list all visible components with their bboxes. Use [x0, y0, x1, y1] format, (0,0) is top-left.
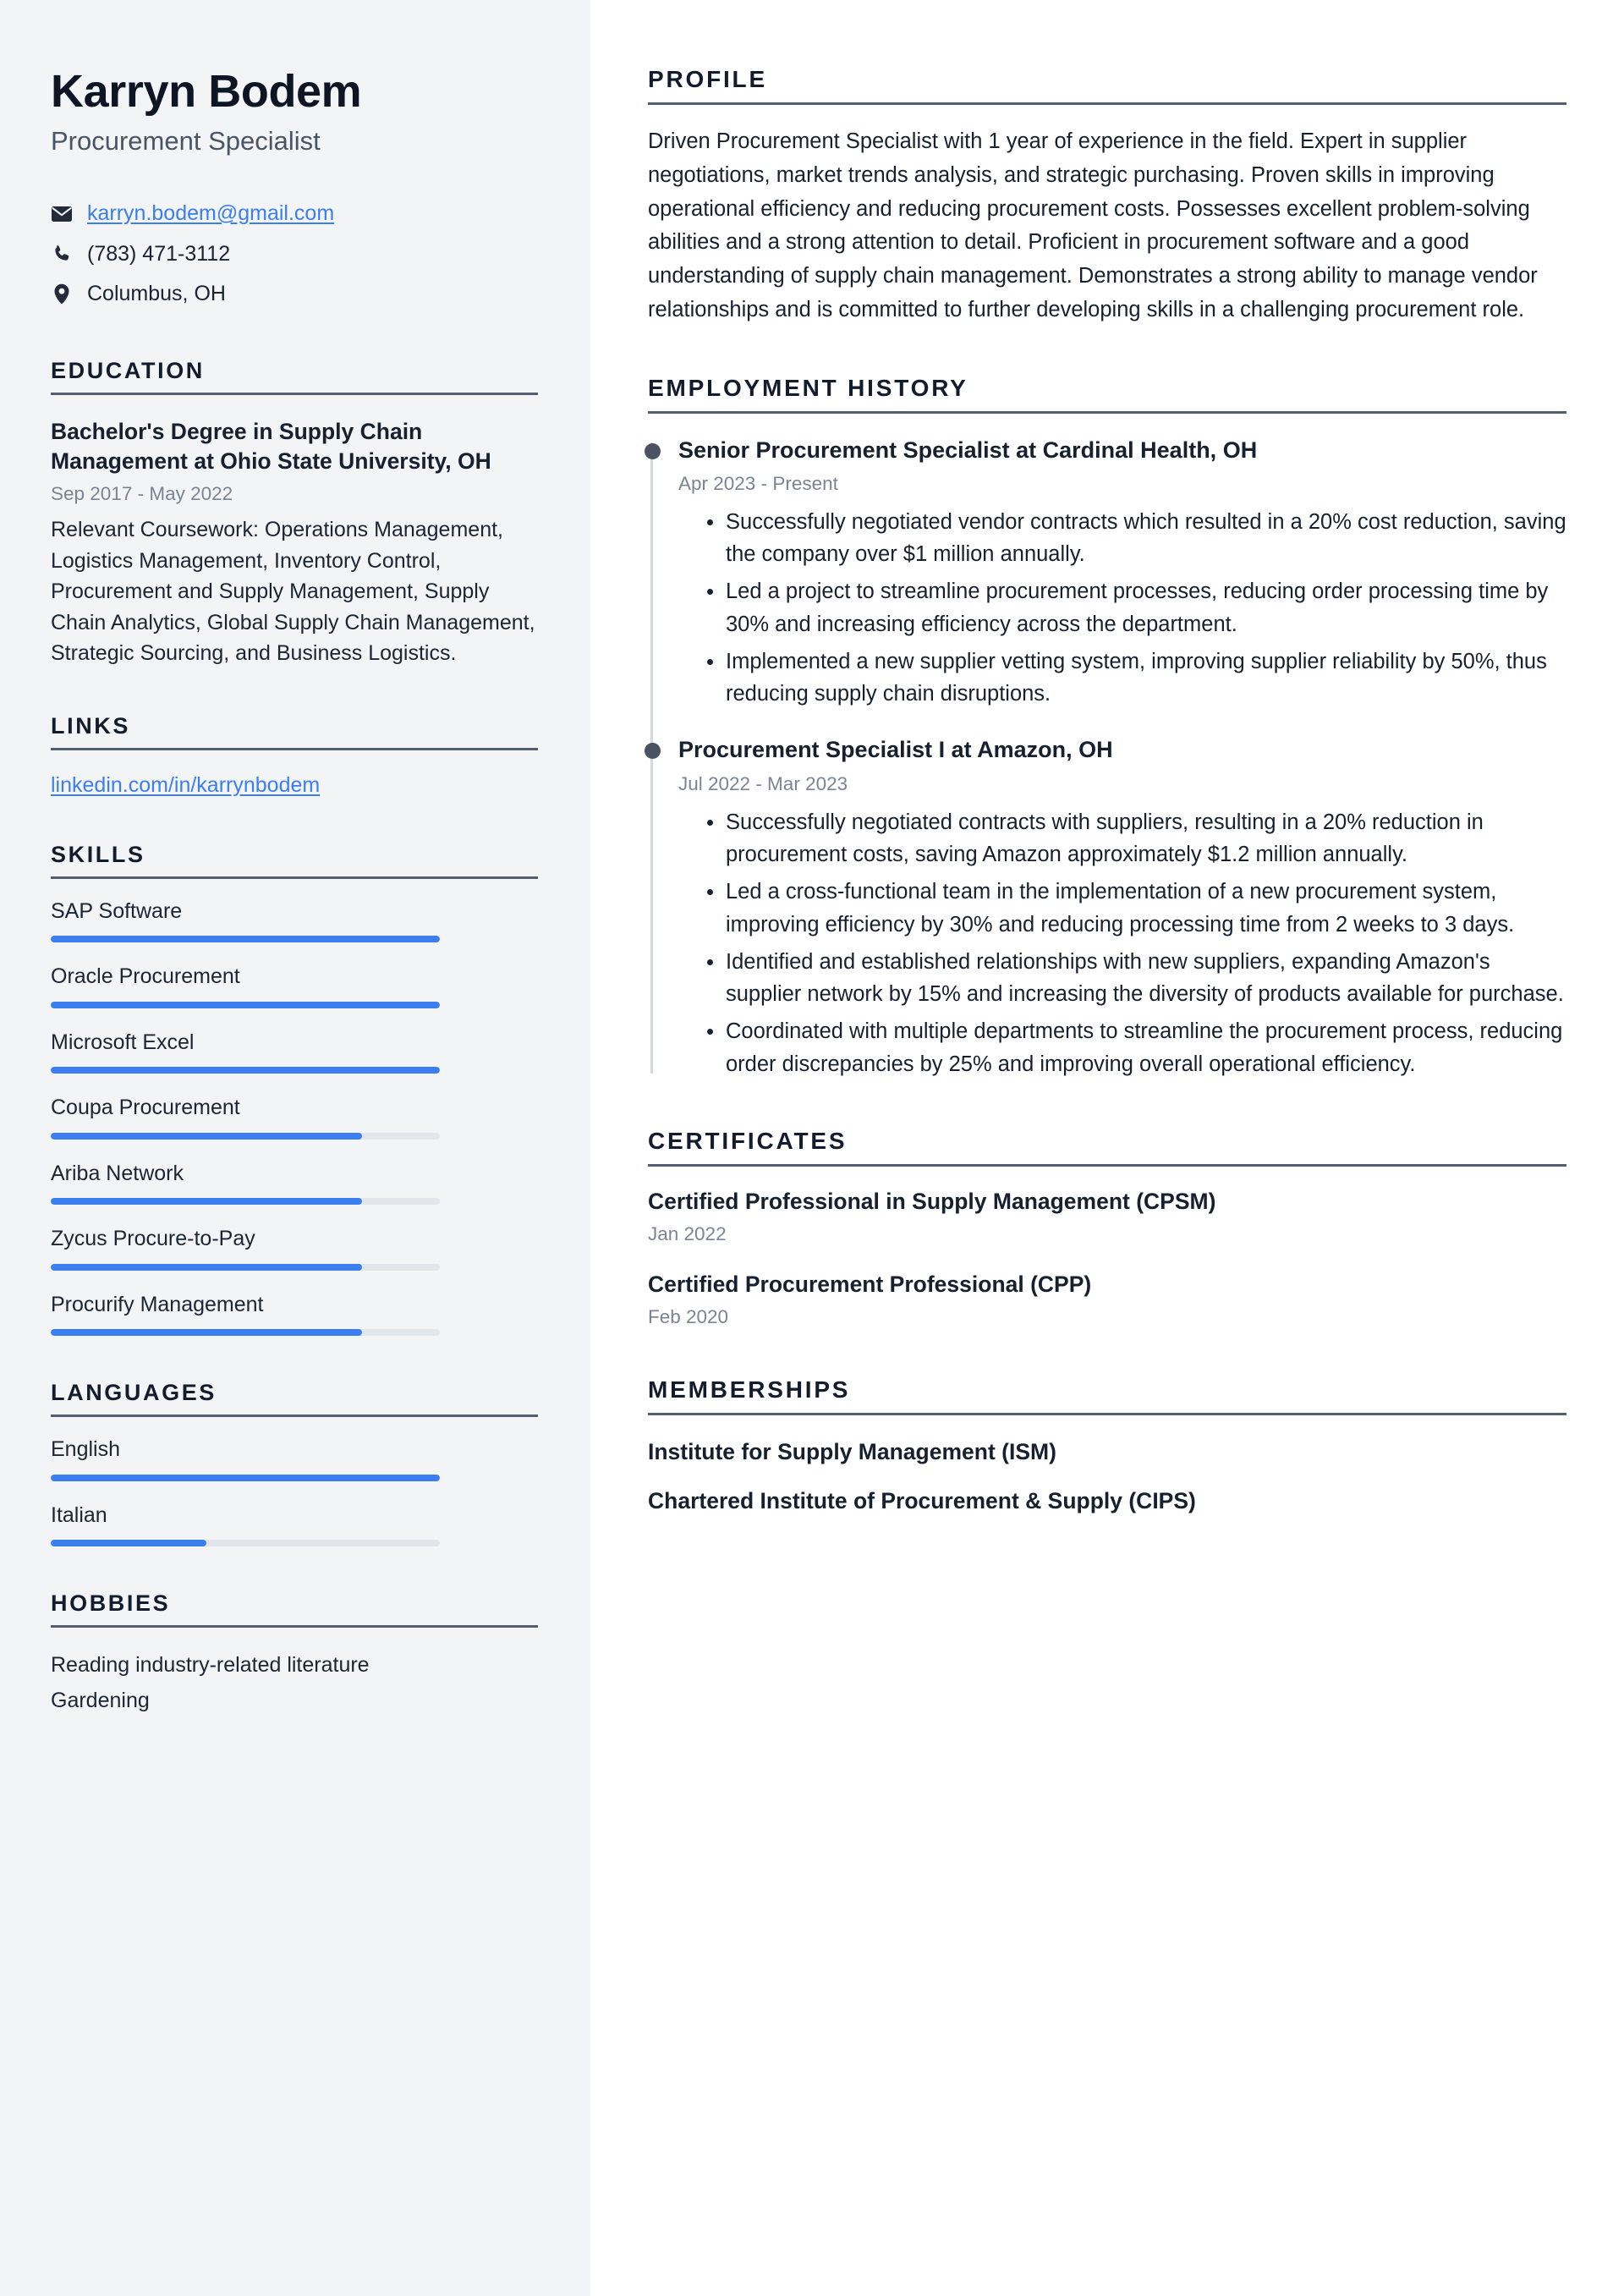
education-dates: Sep 2017 - May 2022: [51, 482, 233, 504]
language-item: [51, 1502, 538, 1547]
section-heading-hobbies: HOBBIES: [51, 1590, 171, 1617]
skill-level-fill: [51, 1067, 440, 1074]
envelope-icon: [51, 206, 73, 222]
language-level-bar: [51, 1475, 440, 1481]
certificate-entry: [648, 1187, 1566, 1246]
section-heading-education: EDUCATION: [51, 358, 205, 384]
main-column: [590, 0, 1624, 2296]
skill-label: SAP Software: [51, 898, 183, 923]
section-rule: [51, 1414, 538, 1417]
education-degree: Bachelor's Degree in Supply Chain Management at Ohio State University, OH: [51, 419, 491, 474]
timeline-dot-icon: [645, 743, 661, 759]
certificates-list: [648, 1187, 1566, 1329]
skill-item: [51, 1029, 538, 1074]
contact-item-phone: [51, 240, 538, 269]
phone-icon: [51, 244, 73, 264]
employment-bullets: [678, 806, 1566, 1080]
sidebar-section-hobbies: [51, 1590, 538, 1718]
certificate-entry: [648, 1270, 1566, 1329]
skill-item: [51, 963, 538, 1008]
membership-item: Institute for Supply Management (ISM): [648, 1439, 1056, 1465]
employment-bullet: Successfully negotiated vendor contracts which resulted in a 20% cost reduction, saving the company over $1 million annually.: [707, 506, 1566, 571]
employment-role: Senior Procurement Specialist at Cardinal Health, OH: [678, 437, 1258, 463]
language-label: English: [51, 1437, 120, 1462]
hobby-item: Gardening: [51, 1688, 150, 1712]
section-heading-employment: EMPLOYMENT HISTORY: [648, 374, 968, 401]
contact-list: [51, 200, 538, 309]
section-rule: [51, 748, 538, 750]
skill-item: [51, 1094, 538, 1140]
skill-level-fill: [51, 1264, 362, 1271]
section-rule: [648, 1164, 1566, 1167]
profile-text: Driven Procurement Specialist with 1 year of experience in the field. Expert in supplier negotiations, market trends analysis, and strategic purchasing. Proven skills in improving operational efficiency and reducing procurement costs. Possesses excellent problem-solving abilities and a strong attention to detail. Proficient in procurement software and a good understanding of supply chain management. Demonstrates a strong ability to manage vendor relationships and is committed to further developing skills in a challenging procurement role.: [648, 129, 1538, 321]
employment-entry: [678, 735, 1566, 1079]
employment-bullet: Led a cross-functional team in the implementation of a new procurement system, improving efficiency by 30% and reducing processing time from 2 weeks to 3 days.: [707, 876, 1566, 941]
section-certificates: [648, 1128, 1566, 1329]
section-memberships: [648, 1376, 1566, 1516]
section-rule: [648, 102, 1566, 105]
candidate-name: Karryn Bodem: [51, 66, 362, 117]
skill-level-fill: [51, 1198, 362, 1205]
timeline-dot-icon: [645, 443, 661, 459]
section-heading-languages: LANGUAGES: [51, 1380, 217, 1406]
language-level-bar: [51, 1540, 440, 1546]
skill-level-fill: [51, 1133, 362, 1140]
skill-label: Zycus Procure-to-Pay: [51, 1227, 255, 1251]
contact-item-email[interactable]: [51, 200, 538, 228]
linkedin-link[interactable]: linkedin.com/in/karrynbodem: [51, 772, 321, 797]
sidebar-section-skills: [51, 842, 538, 1337]
sidebar-section-links: [51, 713, 538, 798]
hobby-item: Reading industry-related literature: [51, 1653, 370, 1678]
skill-item: [51, 1291, 538, 1337]
skill-label: Microsoft Excel: [51, 1030, 195, 1054]
section-heading-certificates: CERTIFICATES: [648, 1127, 848, 1154]
employment-bullets: [678, 506, 1566, 711]
skills-list: [51, 898, 538, 1337]
skill-label: Coupa Procurement: [51, 1096, 240, 1120]
sidebar: [0, 0, 590, 2296]
email-link[interactable]: karryn.bodem@gmail.com: [87, 200, 335, 225]
section-rule: [648, 1413, 1566, 1415]
section-profile: [648, 66, 1566, 327]
employment-role: Procurement Specialist I at Amazon, OH: [678, 737, 1113, 763]
education-entry: [51, 417, 538, 669]
employment-bullet: Implemented a new supplier vetting system, improving supplier reliability by 50%, thus reducing supply chain disruptions.: [707, 645, 1566, 711]
employment-dates: Jul 2022 - Mar 2023: [678, 772, 848, 794]
skill-label: Ariba Network: [51, 1161, 184, 1185]
education-description: Relevant Coursework: Operations Management, Logistics Management, Inventory Control, Procurement and Supply Management, Supply Chain Analytics, Global Supply Chain Management, Strategic Sourcing, and Business Logistics.: [51, 518, 535, 666]
language-label: Italian: [51, 1502, 107, 1527]
section-heading-links: LINKS: [51, 712, 130, 739]
section-heading-skills: SKILLS: [51, 841, 145, 867]
skill-level-fill: [51, 936, 440, 942]
sidebar-section-education: [51, 358, 538, 669]
skill-level-bar: [51, 936, 440, 942]
skill-level-bar: [51, 1133, 440, 1140]
candidate-job-title: Procurement Specialist: [51, 126, 321, 157]
section-rule: [51, 393, 538, 395]
location-pin-icon: [51, 283, 73, 305]
section-heading-profile: PROFILE: [648, 66, 767, 92]
hobbies-list: [51, 1648, 538, 1718]
certificate-date: Feb 2020: [648, 1305, 729, 1327]
language-level-fill: [51, 1475, 440, 1481]
certificate-title: Certified Professional in Supply Management (CPSM): [648, 1188, 1216, 1214]
employment-bullet: Identified and established relationships with new suppliers, expanding Amazon's supplier network by 15% and increasing the diversity of products available for purchase.: [707, 946, 1566, 1011]
skill-level-bar: [51, 1198, 440, 1205]
skill-level-bar: [51, 1002, 440, 1008]
section-rule: [51, 1625, 538, 1628]
link-item[interactable]: [51, 773, 538, 798]
section-employment-history: [648, 375, 1566, 1080]
sidebar-section-languages: [51, 1380, 538, 1546]
skill-level-fill: [51, 1002, 440, 1008]
memberships-list: [648, 1437, 1566, 1516]
skill-level-bar: [51, 1067, 440, 1074]
location-text: Columbus, OH: [87, 282, 226, 306]
skill-level-bar: [51, 1329, 440, 1336]
language-item: [51, 1436, 538, 1481]
skill-level-bar: [51, 1264, 440, 1271]
employment-dates: Apr 2023 - Present: [678, 472, 838, 494]
membership-item: Chartered Institute of Procurement & Supply (CIPS): [648, 1488, 1196, 1514]
employment-bullet: Successfully negotiated contracts with suppliers, resulting in a 20% reduction in procurement costs, saving Amazon approximately $1.2 million annually.: [707, 806, 1566, 871]
section-heading-memberships: MEMBERSHIPS: [648, 1376, 851, 1403]
languages-list: [51, 1436, 538, 1546]
skill-item: [51, 1225, 538, 1271]
certificate-title: Certified Procurement Professional (CPP): [648, 1272, 1092, 1297]
section-rule: [51, 876, 538, 879]
skill-item: [51, 898, 538, 943]
employment-entry: [678, 436, 1566, 711]
employment-timeline: [648, 436, 1566, 1080]
employment-bullet: Coordinated with multiple departments to streamline the procurement process, reducing order discrepancies by 25% and improving overall operational efficiency.: [707, 1015, 1566, 1080]
phone-text: (783) 471-3112: [87, 241, 231, 266]
skill-label: Procurify Management: [51, 1292, 264, 1316]
skill-item: [51, 1160, 538, 1206]
skill-level-fill: [51, 1329, 362, 1336]
skill-label: Oracle Procurement: [51, 964, 240, 989]
section-rule: [648, 411, 1566, 414]
language-level-fill: [51, 1540, 206, 1546]
certificate-date: Jan 2022: [648, 1222, 727, 1244]
contact-item-location: [51, 280, 538, 309]
employment-bullet: Led a project to streamline procurement processes, reducing order processing time by 30% and increasing efficiency across the department.: [707, 575, 1566, 640]
